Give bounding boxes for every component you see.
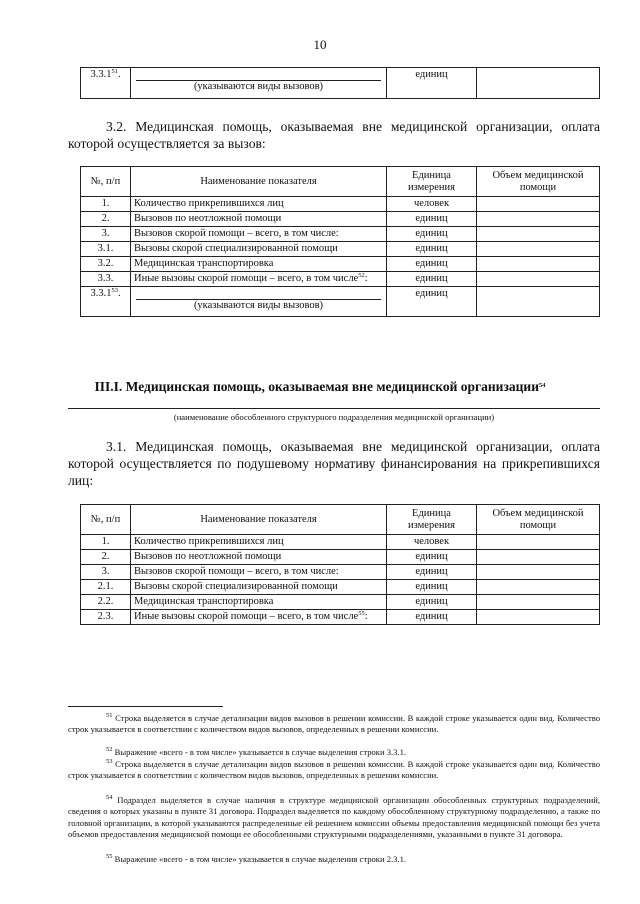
header-unit: Единица измерения <box>387 167 477 197</box>
table-3-1 <box>80 504 600 625</box>
row-name-blank <box>131 68 387 99</box>
blank-line <box>136 69 381 81</box>
footnote-separator <box>68 706 223 707</box>
footnote-53: $^{53}$ Строка выделяется в случае детализации видов вызовов в решении комиссии. В каждой строке указывается один вид. Количество строк указывается в соответствии с количеством видов вызовов, определенных в решении комиссии. <box>68 758 601 781</box>
header-name: Наименование показателя <box>131 505 387 535</box>
table-row: 3.1. Вызовы скорой специализированной помощи единиц <box>81 242 600 257</box>
footnote-52: $^{52}$ Выражение «всего - в том числе» указывается в случае выделения строки 3.3.1. <box>106 746 407 757</box>
row-number: 3.3.1$^{51}$. <box>81 68 131 99</box>
table-row: 1. Количество прикрепившихся лиц человек <box>81 535 600 550</box>
section-III-heading: III.I. Медицинская помощь, оказываемая вне медицинской организации$^{54}$ <box>94 379 546 394</box>
footnote-51: $^{51}$ Строка выделяется в случае детализации видов вызовов в решении комиссии. В каждой строке указывается один вид. Количество строк указывается в соответствии с количеством видов вызовов, определенных в решении комиссии. <box>68 712 601 735</box>
header-volume: Объем медицинской помощи <box>477 167 600 197</box>
row-volume <box>477 68 600 99</box>
table-row: 2.3. Иные вызовы скорой помощи – всего, в том числе$^{55}$: единиц <box>81 610 600 625</box>
row-unit: единиц <box>387 68 477 99</box>
table-row: 3.3. Иные вызовы скорой помощи – всего, в том числе$^{52}$: единиц <box>81 272 600 287</box>
header-num: №, п/п <box>81 167 131 197</box>
top-table <box>80 67 600 99</box>
table-row: 2. Вызовов по неотложной помощи единиц <box>81 212 600 227</box>
section-3-2-paragraph: 3.2. Медицинская помощь, оказываемая вне медицинской организации, оплата которой осуществляется за вызов: <box>68 119 600 151</box>
heading-underline <box>68 408 600 409</box>
header-volume: Объем медицинской помощи <box>477 505 600 535</box>
section-3-1-paragraph: 3.1. Медицинская помощь, оказываемая вне медицинской организации, оплата которой осуществляется по подушевому нормативу финансирования на прикрепившихся лиц: <box>68 439 600 488</box>
page-number: 10 <box>313 37 327 52</box>
subdivision-caption: (наименование обособленного структурного подразделения медицинской организации) <box>173 412 495 422</box>
table-row: 2.2. Медицинская транспортировка единиц <box>81 595 600 610</box>
table-row: 3.2. Медицинская транспортировка единиц <box>81 257 600 272</box>
footnote-54: $^{54}$ Подраздел выделяется в случае наличия в структуре медицинской организации обособленных структурных подразделений, сведения о которых указаны в пункте 31 договора. Подраздел выделяется по каждому обособленному структурному подразделению, а также по головной организации, в которой указываются распределенные ей решением комиссии объемы предоставления медицинской помощи без учета объемов предоставления медицинской помощи ее обособленными структурными подразделениями, указанными в пункте 31 договора. <box>68 794 600 840</box>
header-name: Наименование показателя <box>131 167 387 197</box>
table-row: 3. Вызовов скорой помощи – всего, в том числе: единиц <box>81 565 600 580</box>
blank-line <box>136 288 381 300</box>
table-row: 2. Вызовов по неотложной помощи единиц <box>81 550 600 565</box>
table-row: 3.3.1$^{53}$. (указываются виды вызовов) единиц <box>81 287 600 317</box>
table-row: 1. Количество прикрепившихся лиц человек <box>81 197 600 212</box>
row-caption: (указываются виды вызовов) <box>193 81 324 92</box>
footnote-55: $^{55}$ Выражение «всего - в том числе» указывается в случае выделения строки 2.3.1. <box>106 853 407 864</box>
table-3-2 <box>80 166 600 317</box>
table-row: 3. Вызовов скорой помощи – всего, в том числе: единиц <box>81 227 600 242</box>
header-unit: Единица измерения <box>387 505 477 535</box>
table-row: 2.1. Вызовы скорой специализированной помощи единиц <box>81 580 600 595</box>
header-num: №, п/п <box>81 505 131 535</box>
